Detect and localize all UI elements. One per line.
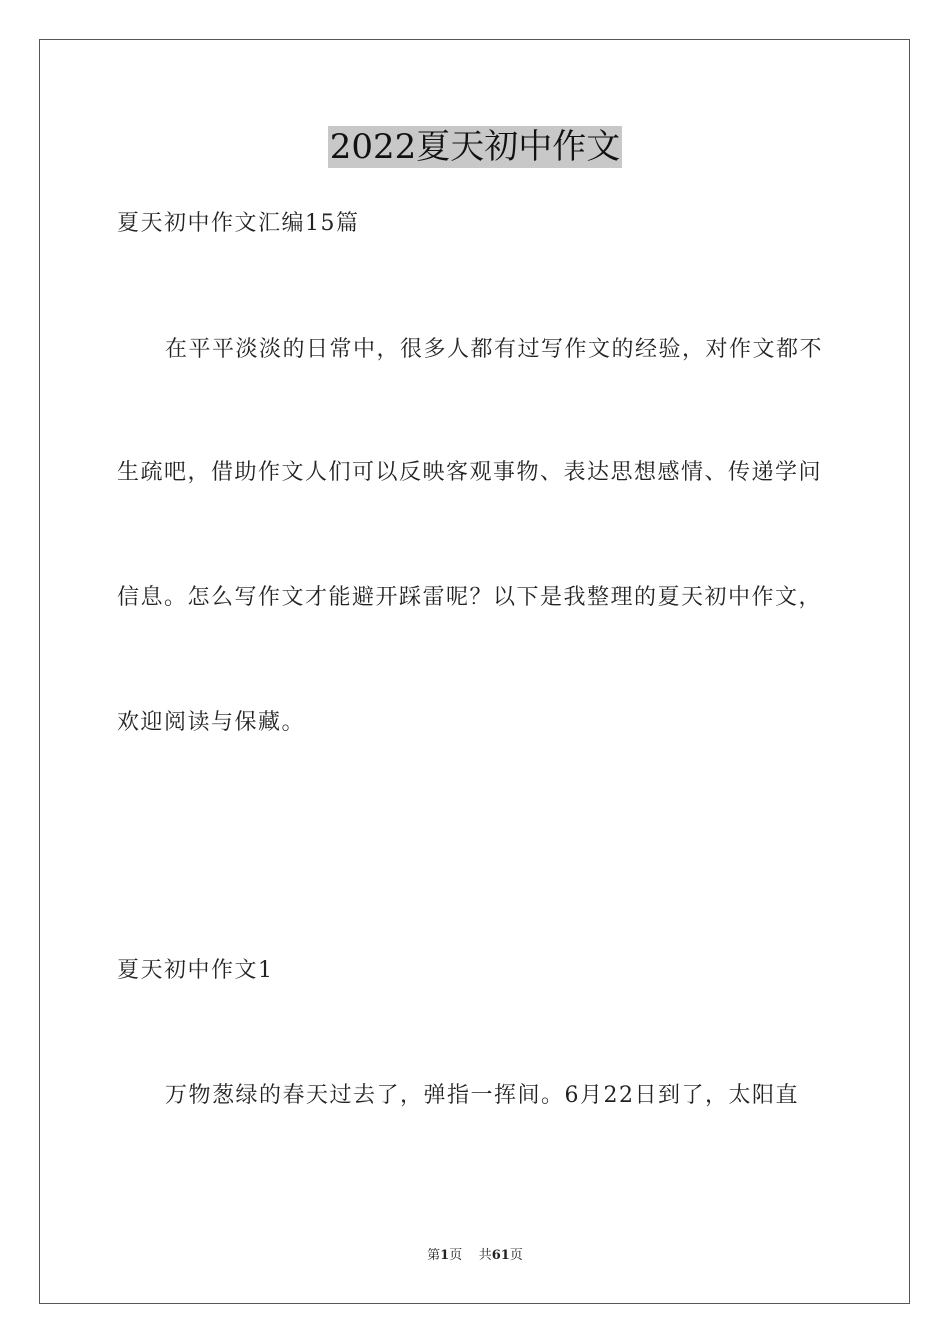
footer-page-suffix: 页 bbox=[449, 1248, 463, 1263]
section-first-line: 万物葱绿的春天过去了，弹指一挥间。6月22日到了，太阳直 bbox=[165, 1083, 799, 1108]
intro-line-3: 信息。怎么写作文才能避开踩雷呢？以下是我整理的夏天初中作文， bbox=[117, 585, 823, 610]
section-heading: 夏天初中作文1 bbox=[117, 958, 274, 983]
footer-page-prefix: 第 bbox=[427, 1248, 441, 1263]
footer-total-pages: 61 bbox=[491, 1248, 510, 1263]
page-footer bbox=[0, 1247, 950, 1265]
footer-total-suffix: 页 bbox=[509, 1248, 523, 1263]
document-subtitle: 夏天初中作文汇编15篇 bbox=[117, 211, 360, 236]
intro-line-1: 在平平淡淡的日常中，很多人都有过写作文的经验，对作文都不 bbox=[165, 337, 824, 362]
footer-total-prefix: 共 bbox=[478, 1248, 492, 1263]
title-container bbox=[0, 126, 950, 168]
footer-page-number: 1 bbox=[440, 1248, 450, 1263]
intro-line-4: 欢迎阅读与保藏。 bbox=[117, 710, 306, 735]
document-title: 2022夏天初中作文 bbox=[329, 127, 621, 167]
intro-line-2: 生疏吧，借助作文人们可以反映客观事物、表达思想感情、传递学问 bbox=[117, 460, 823, 485]
